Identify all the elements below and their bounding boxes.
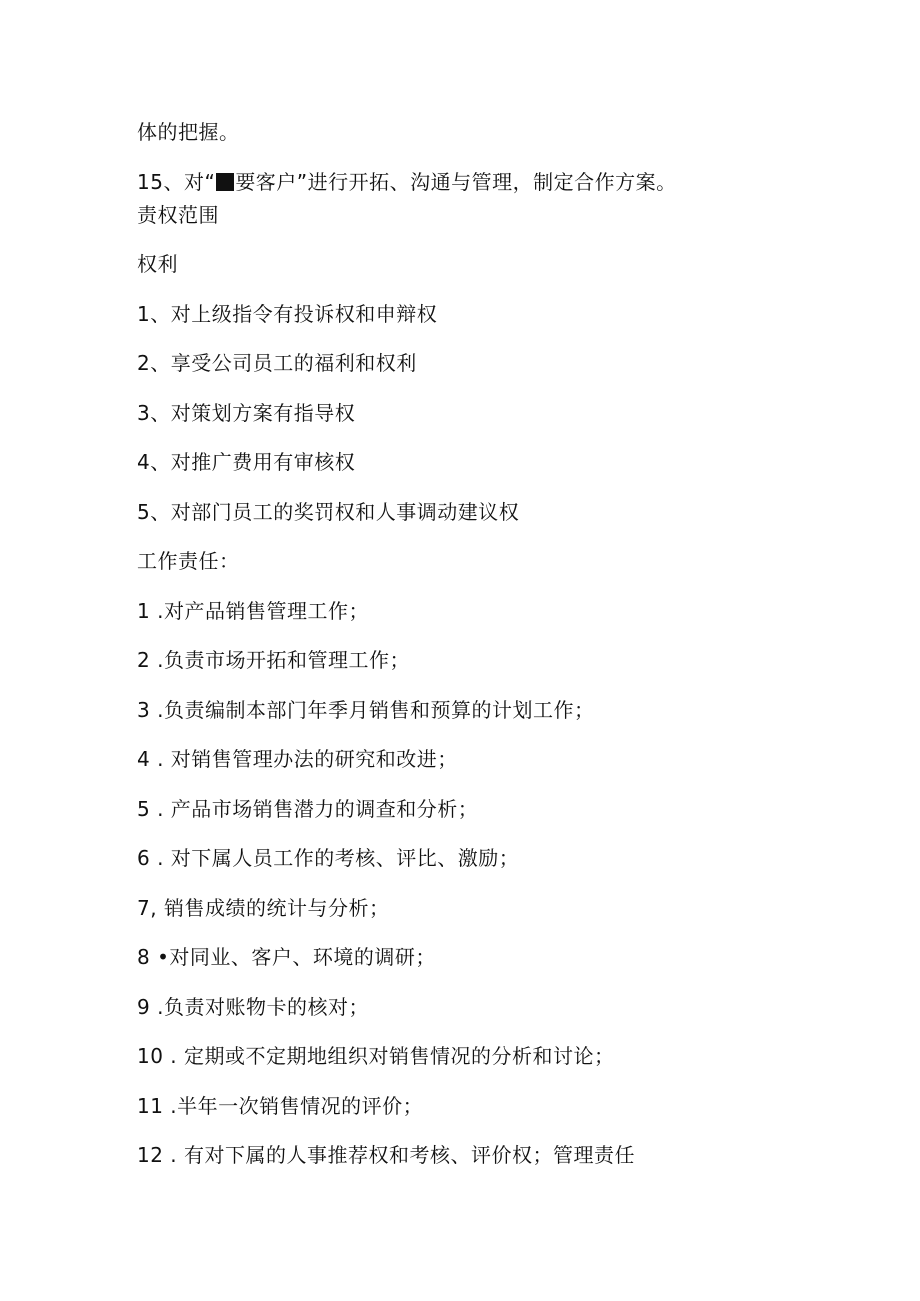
- text-line-continuation: 体的把握。: [137, 120, 240, 144]
- duty-item-2: 2 .负责市场开拓和管理工作；: [137, 648, 410, 672]
- rights-item-2: 2、享受公司员工的福利和权利: [137, 351, 417, 375]
- duty-item-10: 10 . 定期或不定期地组织对销售情况的分析和讨论；: [137, 1044, 615, 1068]
- text-line-item-15: [137, 169, 677, 195]
- rights-item-1: 1、对上级指令有投诉权和申辩权: [137, 302, 438, 326]
- duty-item-1: 1 .对产品销售管理工作；: [137, 599, 369, 623]
- duty-item-5: 5 . 产品市场销售潜力的调查和分析；: [137, 797, 479, 821]
- duty-item-4: 4 . 对销售管理办法的研究和改进；: [137, 747, 458, 771]
- duty-item-12: 12 . 有对下属的人事推荐权和考核、评价权；管理责任: [137, 1143, 636, 1167]
- redacted-char-square-icon: [216, 173, 234, 191]
- item-15-rest: 要客户”进行开拓、沟通与管理，制定合作方案。: [235, 170, 677, 194]
- section-heading-rights: 权利: [137, 252, 178, 276]
- duty-item-3: 3 .负责编制本部门年季月销售和预算的计划工作；: [137, 698, 595, 722]
- duty-item-9: 9 .负责对账物卡的核对；: [137, 995, 369, 1019]
- item-15-prefix: 15、对“: [137, 170, 216, 194]
- duty-item-11: 11 .半年一次销售情况的评价；: [137, 1094, 424, 1118]
- rights-item-3: 3、对策划方案有指导权: [137, 401, 356, 425]
- duty-item-7: 7, 销售成绩的统计与分析；: [137, 896, 390, 920]
- duty-item-6: 6 . 对下属人员工作的考核、评比、激励；: [137, 846, 520, 870]
- rights-item-5: 5、对部门员工的奖罚权和人事调动建议权: [137, 500, 520, 524]
- section-heading-scope: 责权范围: [137, 203, 219, 227]
- duty-item-8: 8 •对同业、客户、环境的调研；: [137, 945, 436, 969]
- section-heading-duties: 工作责任：: [137, 549, 240, 573]
- rights-item-4: 4、对推广费用有审核权: [137, 450, 356, 474]
